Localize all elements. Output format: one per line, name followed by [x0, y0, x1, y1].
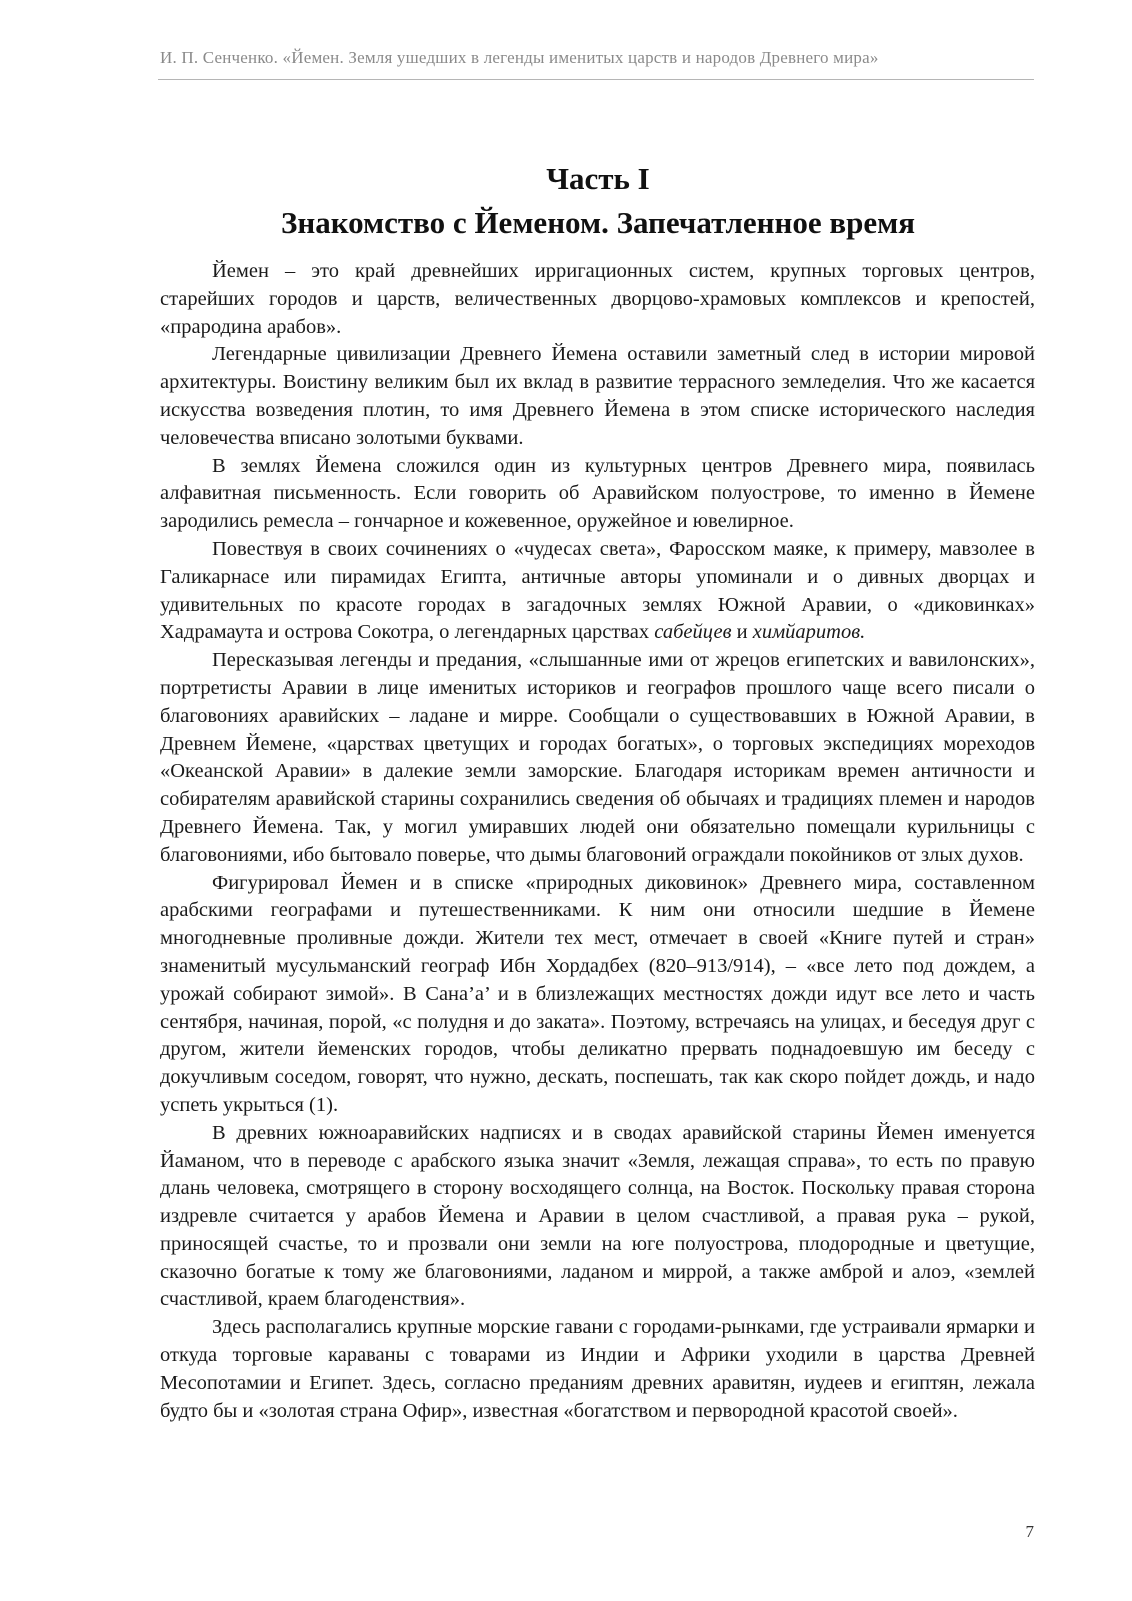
header-rule [158, 79, 1034, 80]
paragraph-2: Легендарные цивилизации Древнего Йемена оставили заметный след в истории мировой архитектуры. Воистину великим был их вклад в развитие террасного земледелия. Что же касается искусства возведения плотин, то имя Древнего Йемена в этом списке исторического наследия человечества вписано золотыми буквами. [160, 343, 1035, 449]
paragraph-4-conjunction: и [731, 621, 753, 644]
paragraph-3: В землях Йемена сложился один из культурных центров Древнего мира, появилась алфавитная письменность. Если говорить об Аравийском полуострове, то именно в Йемене зародились ремесла – гончарное и кожевенное, оружейное и ювелирное. [160, 454, 1035, 533]
paragraph-4-italic-sabaeans: сабейцев [654, 621, 732, 644]
paragraph-4-italic-himyarites: химйаритов. [752, 621, 866, 644]
paragraph-8: Здесь располагались крупные морские гавани с городами-рынками, где устраивали ярмарки и откуда торговые караваны с товарами из Индии и Африки уходили в царства Древней Месопотамии и Египет. Здесь, согласно преданиям древних аравитян, иудеев и египтян, лежала будто бы и «золотая страна Офир», известная «богатством и первородной красотой своей». [160, 1316, 1035, 1422]
paragraph-6: Фигурировал Йемен и в списке «природных диковинок» Древнего мира, составленном арабскими географами и путешественниками. К ним они относили шедшие в Йемене многодневные проливные дожди. Жители тех мест, отмечает в своей «Книге путей и стран» знаменитый мусульманский географ Ибн Хордадбех (820–913/914), – «все лето под дождем, а урожай собирают зимой». В Сана’а’ и в близлежащих местностях дожди идут все лето и часть сентября, начиная, порой, «с полудня и до заката». Поэтому, встречаясь на улицах, и беседуя друг с другом, жители йеменских городов, чтобы деликатно прервать поднадоевшую им беседу с докучливым соседом, говорят, что нужно, дескать, поспешать, так как скоро пойдет дождь, и надо успеть укрыться (1). [160, 871, 1035, 1116]
paragraph-1: Йемен – это край древнейших ирригационных систем, крупных торговых центров, старейших городов и царств, величественных дворцово-храмовых комплексов и крепостей, «прародина арабов». [160, 260, 1035, 338]
paragraph-4 [160, 536, 1035, 647]
title-block [160, 157, 1036, 245]
paragraph-7: В древних южноаравийских надписях и в сводах аравийской старины Йемен именуется Йаманом, что в переводе с арабского языка значит «Земля, лежащая справа», то есть по правую длань человека, смотрящего в сторону восходящего солнца, на Восток. Поскольку правая сторона издревле считается у арабов Йемена и Аравии в целом счастливой, а правая рука – рукой, приносящей счастье, то и прозвали они земли на юге полуострова, плодородные и цветущие, сказочно богатые к тому же благовониями, ладаном и миррой, а также амброй и алоэ, «землей счастливой, краем благоденствия». [160, 1121, 1035, 1311]
paragraph-4-text: Повествуя в своих сочинениях о «чудесах света», Фаросском маяке, к примеру, мавзолее в Галикарнасе или пирамидах Египта, античные авторы упоминали и о дивных дворцах и удивительных по красоте городах в загадочных землях Южной Аравии, о «диковинках» Хадрамаута и острова Сокотра, о легендарных царствах [160, 537, 1035, 644]
part-title: Часть I [546, 161, 650, 196]
chapter-title: Знакомство с Йеменом. Запечатленное время [280, 205, 916, 240]
paragraph-5: Пересказывая легенды и предания, «слышанные ими от жрецов египетских и вавилонских», портретисты Аравии в лице именитых историков и географов прошлого чаще всего писали о благовониях аравийских – ладане и мирре. Сообщали о существовавших в Южной Аравии, в Древнем Йемене, «царствах цветущих и городах богатых», о торговых экспедициях мореходов «Океанской Аравии» в далекие земли заморские. Благодаря историкам времен античности и собирателям аравийской старины сохранились сведения об обычаях и традициях племен и народов Древнего Йемена. Так, у могил умиравших людей они обязательно помещали курильницы с благовониями, ибо бытовало поверье, что дымы благовоний ограждали покойников от злых духов. [160, 649, 1035, 866]
page-number: 7 [1025, 1522, 1034, 1541]
running-header: И. П. Сенченко. «Йемен. Земля ушедших в легенды именитых царств и народов Древнего мира» [160, 48, 879, 67]
body-text [160, 258, 1035, 1425]
